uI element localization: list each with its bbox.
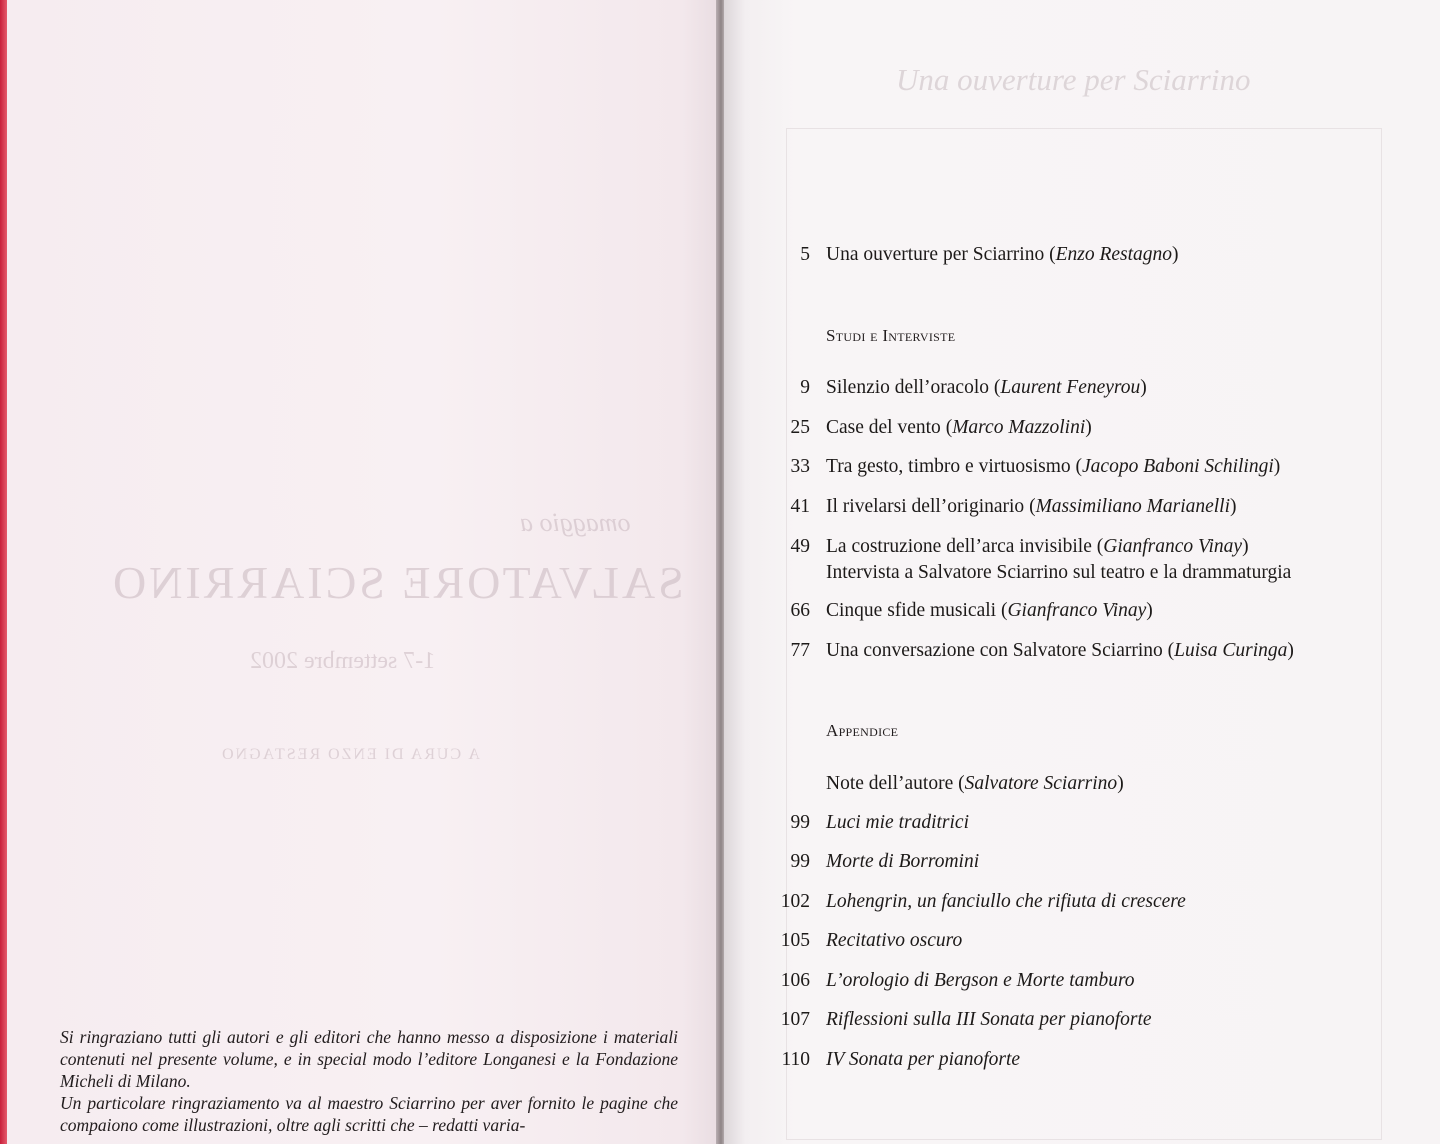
toc-entry[interactable] xyxy=(740,891,1186,919)
toc-subtitle: Intervista a Salvatore Sciarrino sul teatro e la drammaturgia xyxy=(826,562,1292,583)
show-through-text: A CURA DI ENZO RESTAGNO xyxy=(220,746,480,763)
toc-title: Morte di Borromini xyxy=(826,851,980,872)
appendix-heading: Note dell’autore (Salvatore Sciarrino) xyxy=(826,773,1124,794)
toc-entry[interactable] xyxy=(740,377,1147,405)
toc-page-number: 66 xyxy=(790,600,810,621)
toc-page-number: 5 xyxy=(800,244,810,265)
toc-entry[interactable] xyxy=(740,1009,1152,1037)
toc-page-number: 110 xyxy=(781,1049,810,1070)
toc-title: La costruzione dell’arca invisibile (Gianfranco Vinay) xyxy=(826,536,1249,557)
show-through-text: omaggio a xyxy=(520,508,631,537)
acknowledgment-paragraph: Si ringraziano tutti gli autori e gli editori che hanno messo a disposizione i materiali contenuti nel presente volume, e in special modo l’editore Longanesi e la Fondazione Micheli di Milano. xyxy=(60,1027,678,1091)
toc-entry[interactable] xyxy=(740,417,1092,445)
show-through-text: 1-7 settembre 2002 xyxy=(250,648,436,674)
toc-title: Recitativo oscuro xyxy=(826,930,963,951)
acknowledgment-note xyxy=(60,1026,678,1136)
toc-entry[interactable] xyxy=(740,930,962,958)
toc-page-number: 106 xyxy=(780,970,810,991)
toc-page-number: 105 xyxy=(780,930,810,951)
toc-entry[interactable] xyxy=(740,640,1294,668)
toc-title: Il rivelarsi dell’originario (Massimiliano Marianelli) xyxy=(826,496,1237,517)
toc-page-number: 77 xyxy=(790,640,810,661)
acknowledgment-paragraph: Un particolare ringraziamento va al maestro Sciarrino per aver fornito le pagine che compaiono come illustrazioni, oltre agli scritti che – redatti varia- xyxy=(60,1093,678,1135)
toc-title: Silenzio dell’oracolo (Laurent Feneyrou) xyxy=(826,377,1147,398)
toc-title: Case del vento (Marco Mazzolini) xyxy=(826,417,1092,438)
toc-title: Una conversazione con Salvatore Sciarrino (Luisa Curinga) xyxy=(826,640,1294,661)
toc-entry[interactable] xyxy=(740,244,1179,272)
toc-entry[interactable] xyxy=(740,456,1280,484)
toc-page-number: 41 xyxy=(790,496,810,517)
section-heading-appendice: Appendice xyxy=(826,721,899,740)
toc-title: IV Sonata per pianoforte xyxy=(826,1049,1021,1070)
toc-page-number: 107 xyxy=(780,1009,810,1030)
toc-title: Tra gesto, timbro e virtuosismo (Jacopo Baboni Schilingi) xyxy=(826,456,1281,477)
toc-title: Cinque sfide musicali (Gianfranco Vinay) xyxy=(826,600,1153,621)
toc-title: Una ouverture per Sciarrino (Enzo Restagno) xyxy=(826,244,1179,265)
toc-title: Lohengrin, un fanciullo che rifiuta di crescere xyxy=(826,891,1186,912)
toc-page-number: 49 xyxy=(790,536,810,557)
toc-entry[interactable] xyxy=(740,600,1153,628)
toc-entry[interactable] xyxy=(740,1049,1020,1077)
toc-page-number: 33 xyxy=(790,456,810,477)
section-heading-studi: Studi e Interviste xyxy=(826,326,956,345)
toc-entry[interactable] xyxy=(740,496,1237,524)
toc-title: L’orologio di Bergson e Morte tamburo xyxy=(826,970,1135,991)
toc-page-number: 102 xyxy=(780,891,810,912)
show-through-heading: Una ouverture per Sciarrino xyxy=(896,62,1251,97)
toc-entry[interactable] xyxy=(740,970,1135,998)
left-page xyxy=(0,0,718,1144)
toc-title: Luci mie traditrici xyxy=(826,812,969,833)
toc-entry[interactable] xyxy=(740,851,979,879)
toc-title: Riflessioni sulla III Sonata per pianoforte xyxy=(826,1009,1152,1030)
toc-page-number: 9 xyxy=(800,377,810,398)
toc-entry[interactable] xyxy=(740,536,1249,564)
toc-page-number: 99 xyxy=(790,812,810,833)
toc-page-number: 25 xyxy=(790,417,810,438)
show-through-text: SALVATORE SCIARRINO xyxy=(110,557,684,608)
toc-entry[interactable] xyxy=(740,812,969,840)
toc-page-number: 99 xyxy=(790,851,810,872)
